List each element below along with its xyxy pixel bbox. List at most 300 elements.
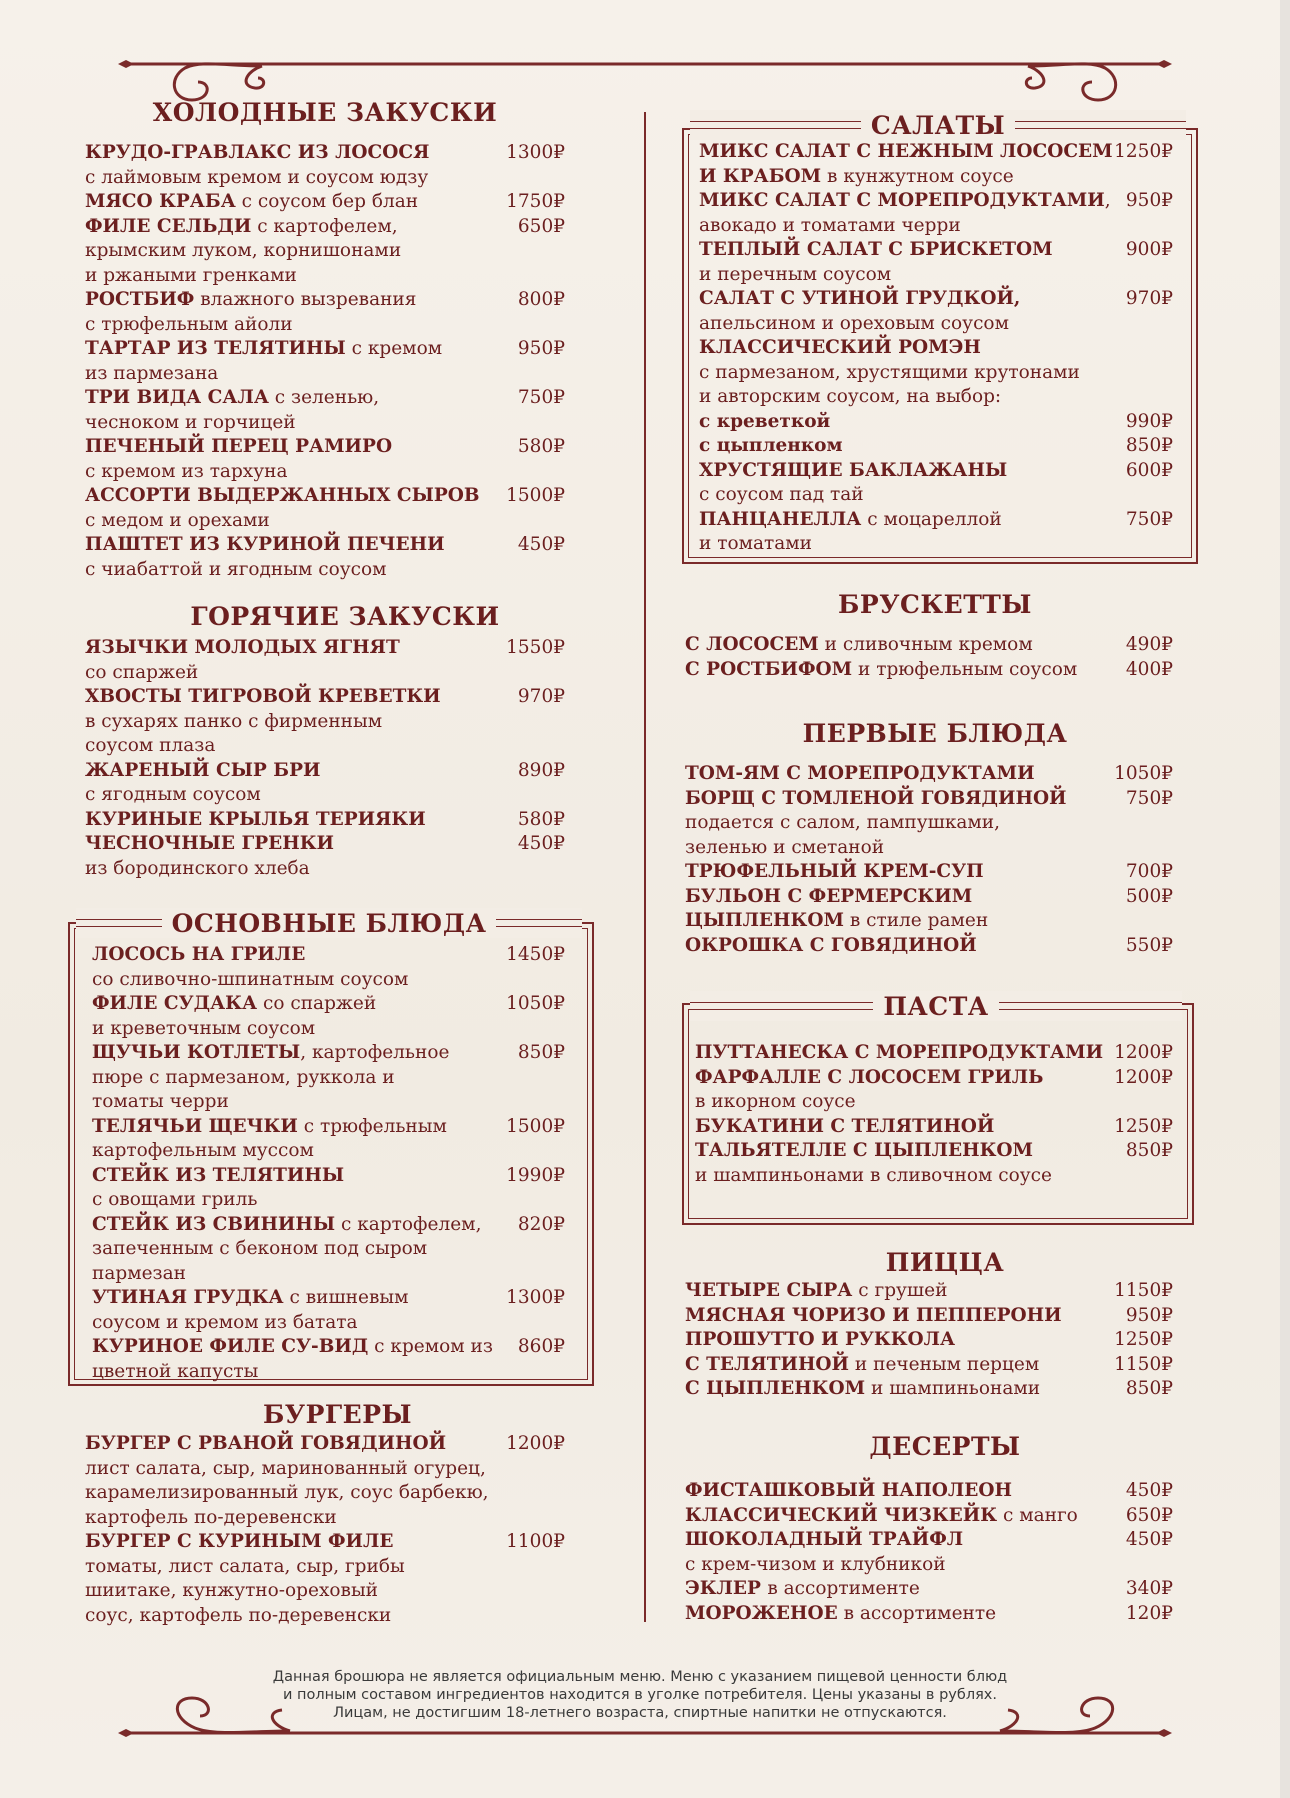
dish-name: ШОКОЛАДНЫЙ ТРАЙФЛ — [685, 1529, 964, 1550]
menu-item-row — [85, 808, 565, 833]
menu-item-row — [699, 312, 1173, 337]
menu-item-row — [685, 836, 1173, 861]
dish-name: ЛОСОСЬ НА ГРИЛЕ — [92, 944, 306, 965]
dish-description: с соусом пад тай — [699, 484, 864, 505]
dish-description: с трюфельным — [297, 1115, 447, 1137]
menu-item-row — [85, 533, 565, 558]
dish-description: карамелизированный лук, соус барбекю, — [85, 1482, 489, 1503]
dish-name: ТРЮФЕЛЬНЫЙ КРЕМ-СУП — [685, 861, 984, 882]
section-title-bruschetta: БРУСКЕТТЫ — [838, 590, 1032, 619]
dish-name: ЦЫПЛЕНКОМ — [685, 910, 844, 931]
menu-item-row — [92, 1164, 565, 1189]
dish-price: 890₽ — [517, 759, 565, 781]
dish-price: 970₽ — [1125, 288, 1173, 309]
dish-name: МЯСО КРАБА — [85, 191, 236, 212]
dish-price: 950₽ — [517, 338, 565, 359]
dish-price: 1200₽ — [506, 1433, 565, 1454]
dish-name: БУРГЕР С РВАНОЙ ГОВЯДИНОЙ — [85, 1433, 447, 1454]
dish-description: и авторским соусом, на выбор: — [699, 386, 1002, 407]
dish-name: ТОМ-ЯМ С МОРЕПРОДУКТАМИ — [685, 763, 1035, 784]
pasta-items — [695, 1041, 1173, 1188]
menu-item-row — [85, 337, 565, 362]
dish-description: с лаймовым кремом и соусом юдзу — [85, 166, 429, 188]
dish-description: запеченным с беконом под сыром — [92, 1238, 428, 1259]
menu-item-row — [699, 361, 1173, 386]
dish-name: БУРГЕР С КУРИНЫМ ФИЛЕ — [85, 1531, 394, 1552]
menu-item-row — [685, 1353, 1173, 1378]
menu-item-row — [699, 238, 1173, 263]
menu-item-row — [699, 483, 1173, 508]
dish-description: в кунжутном соусе — [821, 165, 1014, 187]
dish-price: 1050₽ — [1114, 763, 1173, 784]
dish-description: со спаржей — [85, 661, 199, 683]
dish-description: влажного вызревания — [194, 289, 417, 310]
dish-price: 650₽ — [1125, 1504, 1173, 1526]
section-title-pasta: ПАСТА — [883, 991, 989, 1021]
menu-item-row — [685, 1279, 1173, 1304]
menu-item-row — [685, 1304, 1173, 1329]
dish-description: с моцареллой — [861, 508, 1002, 530]
dish-description: с ягодным соусом — [85, 784, 261, 805]
dish-description: с зеленью, — [268, 387, 380, 408]
menu-item-row — [685, 1377, 1173, 1402]
dish-name: КУРИНЫЕ КРЫЛЬЯ ТЕРИЯКИ — [85, 808, 426, 830]
dish-price: 1990₽ — [506, 1164, 565, 1186]
menu-item-row — [685, 885, 1173, 910]
dish-description: пюре с пармезаном, руккола и — [92, 1066, 395, 1088]
menu-item-row — [699, 189, 1173, 214]
menu-item-row — [695, 1066, 1173, 1091]
menu-item-row — [85, 1530, 565, 1555]
dish-price: 850₽ — [1125, 1378, 1173, 1399]
dish-description: в ассортименте — [767, 1578, 920, 1599]
menu-item-row — [85, 166, 565, 191]
dish-price: 580₽ — [517, 808, 565, 830]
dish-description: с чиабаттой и ягодным соусом — [85, 558, 387, 580]
menu-item-row — [92, 1066, 565, 1091]
dish-price: 1250₽ — [1114, 141, 1173, 162]
dish-price: 450₽ — [517, 534, 565, 555]
dish-name: БУЛЬОН С ФЕРМЕРСКИМ — [685, 885, 973, 907]
menu-item-row — [699, 140, 1173, 165]
dish-name: ЖАРЕНЫЙ СЫР БРИ — [85, 759, 321, 781]
dish-description: и печеным перцем — [849, 1353, 1040, 1375]
dish-price: 650₽ — [517, 215, 565, 237]
dish-price: 400₽ — [1125, 658, 1173, 680]
dish-description: с овощами гриль — [92, 1189, 258, 1210]
dish-description: картофельным муссом — [92, 1140, 314, 1161]
dish-price: 340₽ — [1125, 1578, 1173, 1599]
menu-item-row — [85, 484, 565, 509]
dish-name: БОРЩ С ТОМЛЕНОЙ ГОВЯДИНОЙ — [685, 787, 1067, 809]
cold-items — [85, 141, 565, 582]
dish-price: 850₽ — [517, 1042, 565, 1063]
dish-description: и трюфельным соусом — [852, 658, 1078, 680]
dish-description: с крем-чизом и клубникой — [685, 1553, 946, 1575]
menu-item-row — [685, 811, 1173, 836]
dish-name: ПЕЧЕНЫЙ ПЕРЕЦ РАМИРО — [85, 436, 393, 457]
dish-price: 1050₽ — [506, 993, 565, 1014]
dish-name: МОРОЖЕНОЕ — [685, 1602, 838, 1624]
hot-items — [85, 636, 565, 881]
dish-price: 450₽ — [1125, 1529, 1173, 1550]
menu-item-row — [685, 1553, 1173, 1578]
dish-price: 990₽ — [1125, 410, 1173, 432]
menu-item-row — [92, 1115, 565, 1140]
dish-price: 860₽ — [517, 1336, 565, 1357]
dish-price: 550₽ — [1125, 934, 1173, 956]
menu-item-row — [685, 1328, 1173, 1353]
desserts-items — [685, 1479, 1173, 1626]
dish-description: с картофелем, — [335, 1213, 482, 1235]
menu-item-row — [85, 362, 565, 387]
dish-description: лист салата, сыр, маринованный огурец, — [85, 1457, 486, 1479]
dish-description: в икорном соусе — [695, 1091, 856, 1112]
dish-name: ТЕПЛЫЙ САЛАТ С БРИСКЕТОМ — [699, 239, 1053, 260]
dish-description: в стиле рамен — [843, 910, 989, 931]
menu-item-row — [92, 1188, 565, 1213]
dish-name: СТЕЙК ИЗ ТЕЛЯТИНЫ — [92, 1164, 345, 1186]
pasta-title-wrap — [690, 991, 1182, 1021]
menu-item-row — [92, 1262, 565, 1287]
menu-item-row — [695, 1164, 1173, 1189]
dish-price: 1500₽ — [506, 1115, 565, 1137]
dish-name: ФИЛЕ СУДАКА — [92, 993, 258, 1014]
menu-item-row — [85, 239, 565, 264]
dish-price: 1450₽ — [506, 944, 565, 965]
dish-description: с манго — [997, 1504, 1078, 1526]
dish-price: 950₽ — [1125, 190, 1173, 211]
dish-description: с пармезаном, хрустящими крутонами — [699, 361, 1080, 383]
dish-name: ЯЗЫЧКИ МОЛОДЫХ ЯГНЯТ — [85, 637, 400, 658]
menu-item-row — [92, 968, 565, 993]
menu-item-row — [699, 263, 1173, 288]
dish-description: соус, картофель по-деревенски — [85, 1604, 392, 1626]
dish-description: авокадо и томатами черри — [699, 214, 961, 236]
menu-item-row — [85, 460, 565, 485]
menu-item-row — [685, 1602, 1173, 1627]
dish-name: АССОРТИ ВЫДЕРЖАННЫХ СЫРОВ — [85, 485, 480, 506]
dish-price: 1100₽ — [506, 1531, 565, 1552]
dish-price: 1750₽ — [506, 191, 565, 212]
dish-price: 750₽ — [1125, 787, 1173, 809]
menu-item-row — [85, 759, 565, 784]
menu-item-row — [699, 434, 1173, 459]
section-title-cold: ХОЛОДНЫЕ ЗАКУСКИ — [152, 98, 498, 127]
dish-price: 820₽ — [517, 1213, 565, 1235]
dish-name: КРУДО-ГРАВЛАКС ИЗ ЛОСОСЯ — [85, 142, 430, 163]
menu-item-row — [85, 558, 565, 583]
menu-item-row — [699, 532, 1173, 557]
dish-name: ТЕЛЯЧЬИ ЩЕЧКИ — [92, 1115, 298, 1137]
menu-item-row — [85, 1506, 565, 1531]
menu-item-row — [92, 1311, 565, 1336]
dish-description: соусом плаза — [85, 735, 216, 756]
footer-line: Лицам, не достигшим 18-летнего возраста, спиртные напитки не отпускаются. — [333, 1705, 947, 1721]
dish-description: и сливочным кремом — [818, 634, 1033, 655]
dish-name: С РОСТБИФОМ — [685, 658, 853, 680]
dish-name: ЧЕСНОЧНЫЕ ГРЕНКИ — [85, 833, 335, 854]
section-title-desserts: ДЕСЕРТЫ — [869, 1432, 1021, 1461]
menu-item-row — [92, 1213, 565, 1238]
section-title-burgers: БУРГЕРЫ — [262, 1400, 413, 1429]
menu-item-row — [685, 1577, 1173, 1602]
dish-price: 1550₽ — [506, 637, 565, 658]
dish-price: 600₽ — [1125, 459, 1173, 481]
menu-item-row — [699, 459, 1173, 484]
menu-item-row — [85, 1481, 565, 1506]
dish-name: СТЕЙК ИЗ СВИНИНЫ — [92, 1213, 336, 1235]
dish-name: ФИСТАШКОВЫЙ НАПОЛЕОН — [685, 1480, 1012, 1501]
menu-item-row — [85, 1555, 565, 1580]
menu-item-row — [695, 1115, 1173, 1140]
menu-item-row — [695, 1139, 1173, 1164]
dish-description: с кремом из — [368, 1336, 493, 1357]
column-divider — [644, 112, 646, 1622]
menu-item-row — [85, 215, 565, 240]
dish-name: УТИНАЯ ГРУДКА — [92, 1287, 284, 1308]
dish-name: ЧЕТЫРЕ СЫРА — [685, 1280, 853, 1301]
menu-item-row — [92, 1335, 565, 1360]
menu-item-row — [85, 435, 565, 460]
dish-name: ПАНЦАНЕЛЛА — [699, 508, 862, 530]
dish-price: 1250₽ — [1114, 1115, 1173, 1137]
title-rule — [999, 1002, 1182, 1010]
dish-price: 1300₽ — [506, 142, 565, 163]
dish-price: 1200₽ — [1114, 1042, 1173, 1063]
menu-item-row — [695, 1090, 1173, 1115]
footer-line: и полным составом ингредиентов находится в уголке потребителя. Цены указаны в рублях. — [282, 1687, 997, 1703]
dish-description: томаты, лист салата, сыр, грибы — [85, 1555, 405, 1577]
menu-item-row — [85, 509, 565, 534]
section-title-soups: ПЕРВЫЕ БЛЮДА — [802, 719, 1068, 748]
dish-description: с соусом бер блан — [235, 191, 419, 212]
dish-description: подается с салом, пампушками, — [685, 812, 1001, 833]
dish-price: 850₽ — [1125, 435, 1173, 456]
menu-item-row — [685, 658, 1173, 683]
menu-item-row — [92, 1286, 565, 1311]
menu-item-row — [92, 1139, 565, 1164]
menu-item-row — [85, 141, 565, 166]
dish-description: с кремом — [345, 338, 443, 359]
menu-item-row — [699, 165, 1173, 190]
bruschetta-items — [685, 633, 1173, 682]
menu-item-row — [85, 190, 565, 215]
menu-item-row — [85, 783, 565, 808]
menu-item-row — [85, 636, 565, 661]
dish-price: 450₽ — [1125, 1480, 1173, 1501]
menu-item-row — [685, 1479, 1173, 1504]
dish-description: зеленью и сметаной — [685, 836, 885, 858]
menu-item-row — [85, 313, 565, 338]
menu-item-row — [92, 1237, 565, 1262]
dish-description: со спаржей — [257, 993, 377, 1014]
dish-description: , картофельное — [300, 1042, 450, 1063]
menu-item-row — [699, 287, 1173, 312]
dish-name: с креветкой — [699, 410, 831, 432]
section-title-salads: САЛАТЫ — [870, 110, 1006, 140]
dish-name: ФИЛЕ СЕЛЬДИ — [85, 215, 252, 237]
section-title-main: ОСНОВНЫЕ БЛЮДА — [171, 908, 487, 938]
menu-item-row — [699, 336, 1173, 361]
menu-item-row — [699, 410, 1173, 435]
menu-item-row — [85, 411, 565, 436]
dish-name: с цыпленком — [699, 435, 843, 456]
dish-description: крымским луком, корнишонами — [85, 240, 402, 261]
dish-name: БУКАТИНИ С ТЕЛЯТИНОЙ — [695, 1115, 995, 1137]
page-edge — [1280, 0, 1290, 1798]
footer-line: Данная брошюра не является официальным меню. Меню с указанием пищевой ценности блюд — [272, 1669, 1008, 1685]
dish-name: ТАРТАР ИЗ ТЕЛЯТИНЫ — [85, 338, 346, 359]
salads-title-wrap — [690, 110, 1186, 140]
menu-item-row — [92, 1090, 565, 1115]
menu-item-row — [85, 264, 565, 289]
dish-name: ПАШТЕТ ИЗ КУРИНОЙ ПЕЧЕНИ — [85, 534, 445, 555]
title-rule — [1015, 121, 1186, 129]
dish-price: 700₽ — [1125, 861, 1173, 882]
section-title-hot: ГОРЯЧИЕ ЗАКУСКИ — [190, 602, 500, 631]
dish-name: КЛАССИЧЕСКИЙ ЧИЗКЕЙК — [685, 1504, 998, 1526]
dish-description: пармезан — [92, 1262, 186, 1284]
dish-name: ОКРОШКА С ГОВЯДИНОЙ — [685, 934, 977, 956]
dish-description: соусом и кремом из батата — [92, 1311, 358, 1333]
dish-price: 120₽ — [1125, 1602, 1173, 1624]
dish-name: САЛАТ С УТИНОЙ ГРУДКОЙ, — [699, 288, 1021, 309]
dish-description: цветной капусты — [92, 1360, 259, 1382]
menu-item-row — [85, 1457, 565, 1482]
dish-description: с картофелем, — [251, 215, 398, 237]
dish-description: с трюфельным айоли — [85, 313, 293, 335]
menu-item-row — [685, 1504, 1173, 1529]
dish-description: с грушей — [852, 1280, 948, 1301]
title-rule — [690, 1002, 873, 1010]
dish-description: с кремом из тархуна — [85, 460, 288, 482]
dish-name: ПУТТАНЕСКА С МОРЕПРОДУКТАМИ — [695, 1042, 1104, 1063]
dish-description: и ржаными гренками — [85, 264, 297, 286]
footer-disclaimer — [140, 1668, 1140, 1722]
title-rule — [690, 121, 861, 129]
dish-price: 950₽ — [1125, 1304, 1173, 1326]
menu-item-row — [85, 710, 565, 735]
menu-item-row — [92, 943, 565, 968]
dish-description: чесноком и горчицей — [85, 411, 296, 433]
menu-item-row — [695, 1041, 1173, 1066]
pizza-items — [685, 1279, 1173, 1402]
dish-name: ХРУСТЯЩИЕ БАКЛАЖАНЫ — [699, 459, 1008, 481]
dish-description: в ассортименте — [837, 1602, 997, 1624]
dish-price: 450₽ — [517, 833, 565, 854]
menu-item-row — [699, 508, 1173, 533]
menu-item-row — [92, 1017, 565, 1042]
dish-price: 1150₽ — [1114, 1280, 1173, 1301]
dish-name: ПРОШУТТО И РУККОЛА — [685, 1329, 956, 1350]
menu-item-row — [92, 992, 565, 1017]
dish-description: , — [1104, 190, 1111, 211]
menu-item-row — [685, 1528, 1173, 1553]
menu-item-row — [85, 288, 565, 313]
dish-description: с медом и орехами — [85, 509, 270, 531]
soups-items — [685, 762, 1173, 958]
dish-description: и шампиньонами в сливочном соусе — [695, 1164, 1052, 1186]
menu-item-row — [685, 633, 1173, 658]
dish-description: из пармезана — [85, 362, 219, 384]
dish-description: из бородинского хлеба — [85, 857, 310, 879]
dish-name: МИКС САЛАТ С МОРЕПРОДУКТАМИ — [699, 190, 1105, 211]
menu-item-row — [685, 762, 1173, 787]
menu-item-row — [85, 734, 565, 759]
menu-item-row — [699, 385, 1173, 410]
menu-item-row — [85, 1604, 565, 1629]
dish-name: С ЦЫПЛЕНКОМ — [685, 1378, 866, 1399]
menu-item-row — [685, 787, 1173, 812]
main-title-wrap — [76, 908, 582, 938]
dish-name: РОСТБИФ — [85, 289, 195, 310]
dish-name: ТАЛЬЯТЕЛЛЕ С ЦЫПЛЕНКОМ — [695, 1140, 1034, 1161]
dish-description: со сливочно-шпинатным соусом — [92, 968, 409, 990]
dish-price: 1150₽ — [1114, 1353, 1173, 1375]
title-rule — [76, 919, 162, 927]
menu-item-row — [85, 661, 565, 686]
dish-name: ЭКЛЕР — [685, 1578, 768, 1599]
dish-price: 750₽ — [1125, 508, 1173, 530]
dish-name: С ЛОСОСЕМ — [685, 634, 819, 655]
dish-price: 850₽ — [1125, 1140, 1173, 1161]
dish-price: 1500₽ — [506, 485, 565, 506]
dish-price: 970₽ — [517, 686, 565, 707]
dish-description: и креветочным соусом — [92, 1017, 316, 1039]
dish-price: 1300₽ — [506, 1287, 565, 1308]
title-rule — [496, 919, 582, 927]
dish-name: КЛАССИЧЕСКИЙ РОМЭН — [699, 337, 981, 358]
dish-description: картофель по-деревенски — [85, 1506, 337, 1528]
dish-description: томаты черри — [92, 1091, 229, 1112]
dish-price: 490₽ — [1125, 634, 1173, 655]
burgers-items — [85, 1432, 565, 1628]
dish-name: С ТЕЛЯТИНОЙ — [685, 1353, 850, 1375]
dish-description: в сухарях панко с фирменным — [85, 710, 383, 732]
dish-description: и перечным соусом — [699, 263, 892, 285]
menu-item-row — [92, 1041, 565, 1066]
dish-price: 580₽ — [517, 436, 565, 457]
dish-price: 800₽ — [517, 289, 565, 310]
menu-item-row — [85, 386, 565, 411]
dish-name: ХВОСТЫ ТИГРОВОЙ КРЕВЕТКИ — [85, 686, 441, 707]
dish-name: ЩУЧЬИ КОТЛЕТЫ — [92, 1042, 301, 1063]
dish-description: и шампиньонами — [865, 1378, 1041, 1399]
main-items — [92, 943, 565, 1384]
menu-item-row — [92, 1360, 565, 1385]
dish-price: 750₽ — [517, 387, 565, 408]
dish-description: и томатами — [699, 533, 812, 554]
dish-name: КУРИНОЕ ФИЛЕ СУ-ВИД — [92, 1336, 369, 1357]
dish-price: 1250₽ — [1114, 1329, 1173, 1350]
menu-item-row — [699, 214, 1173, 239]
salads-items — [699, 140, 1173, 557]
dish-name: МИКС САЛАТ С НЕЖНЫМ ЛОСОСЕМ — [699, 141, 1113, 162]
section-title-pizza: ПИЦЦА — [885, 1248, 1005, 1277]
dish-name: ФАРФАЛЛЕ С ЛОСОСЕМ ГРИЛЬ — [695, 1066, 1044, 1088]
menu-item-row — [85, 1432, 565, 1457]
dish-description: апельсином и ореховым соусом — [699, 312, 1009, 334]
dish-name: И КРАБОМ — [699, 165, 822, 187]
menu-item-row — [685, 934, 1173, 959]
menu-item-row — [85, 832, 565, 857]
menu-item-row — [85, 685, 565, 710]
menu-item-row — [85, 857, 565, 882]
dish-price: 1200₽ — [1114, 1066, 1173, 1088]
menu-item-row — [685, 909, 1173, 934]
menu-item-row — [85, 1579, 565, 1604]
